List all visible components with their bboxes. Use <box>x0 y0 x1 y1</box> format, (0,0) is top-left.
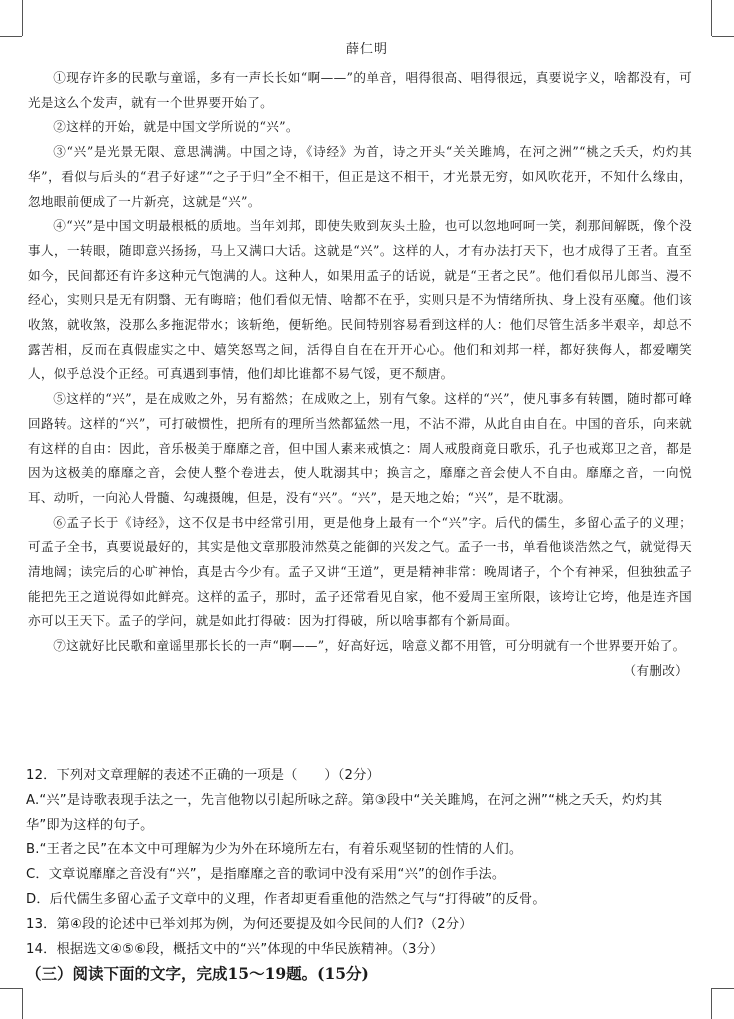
paragraph-7: ⑦这就好比民歌和童谣里那长长的一声“啊——”，好高好远，啥意义都不用管，可分明就有一个世界要开始了。 <box>53 638 686 654</box>
crop-mark-bottom-right-vertical <box>711 988 712 1019</box>
source-note: （有删改） <box>623 662 688 678</box>
paragraph-2: ②这样的开始，就是中国文学所说的“兴”。 <box>53 119 299 135</box>
crop-mark-top-left <box>0 36 22 37</box>
crop-mark-bottom-right <box>712 988 734 989</box>
crop-mark-top-left-vertical <box>22 0 23 36</box>
questions <box>26 764 694 962</box>
article-author: 薛仁明 <box>345 42 388 57</box>
question-13: 13．第④段的论述中已举刘邦为例，为何还要提及如今民间的人们?（2分） <box>26 916 473 932</box>
paragraph-4: ④“兴”是中国文明最根柢的质地。当年刘邦，即使失败到灰头土脸，也可以忽地呵呵一笑，刹那间解既，像个没事人，一转眼，随即意兴扬扬，马上又满口大话。这就是“兴”。这样的人，才有办法打天下，也才成得了王者。直至如今，民间都还有许多这种元气饱满的人。这种人，如果用孟子的话说，就是“王者之民”。他们看似吊儿郎当、漫不经心，实则只是无有阴翳、无有晦暗；他们看似无情、啥都不在乎，实则只是不为情绪所执、身上没有巫魔。他们该收煞，就收煞，没那么多拖泥带水；该斩绝，便斩绝。民间特别容易看到这样的人：他们尽管生活多半艰辛，却总不露苦相，反而在真假虚实之中、嬉笑怒骂之间，活得自自在在开开心心。他们和刘邦一样，都好狭侮人，都爱嘲笑人，似乎总没个正经。可真遇到事情，他们却比谁都不易气馁，更不颓唐。 <box>28 218 692 382</box>
question-12-option-a: A.“兴”是诗歌表现手法之一，先言他物以引起所咏之辞。第③段中“关关雎鸠，在河之洲”“桃之夭夭，灼灼其华”即为这样的句子。 <box>26 792 663 833</box>
question-12-option-c: C．文章说靡靡之音没有“兴”，是指靡靡之音的歌词中没有采用“兴”的创作手法。 <box>26 867 506 883</box>
paragraph-6: ⑥孟子长于《诗经》，这不仅是书中经常引用，更是他身上最有一个“兴”字。后代的儒生，多留心孟子的义理；可孟子全书，真要说最好的，其实是他文章那股沛然莫之能御的兴发之气。孟子一书，单看他谈浩然之气，就觉得天清地阔；读完后的心旷神怡，真是古今少有。孟子又讲“王道”，更是精神非常：晚周诸子，个个有神采，但独独孟子能把先王之道说得如此鲜亮。这样的孟子，那时，孟子还常看见自家，他不爱周王室所限，该垮让它垮，他是连齐国亦可以王天下。孟子的学问，就是如此打得破：因为打得破，所以啥事都有个新局面。 <box>28 514 692 629</box>
question-12: 12．下列对文章理解的表述不正确的一项是（ ）（2分） <box>26 768 380 783</box>
crop-mark-bottom-left-vertical <box>22 988 23 1019</box>
article-body <box>28 66 692 684</box>
section-title: （三）阅读下面的文字，完成15～19题。(15分) <box>26 964 369 983</box>
paragraph-5: ⑤这样的“兴”，是在成败之外，另有豁然；在成败之上，别有气象。这样的“兴”，使凡事多有转圜，随时都可峰回路转。这样的“兴”，可打破惯性，把所有的理所当然都猛然一甩，不沾不滞，从此自由自在。中国的音乐，向来就有这样的自由：因此，音乐极美于靡靡之音，但中国人素来戒慎之：周人戒殷商竟日歌乐，孔子也戒郑卫之音，都是因为这极美的靡靡之音，会使人整个卷进去，使人耽溺其中；换言之，靡靡之音会使人不自由。靡靡之音，一向悦耳、动听，一向沁人骨髓、勾魂摄魄，但是，没有“兴”。“兴”，是天地之始；“兴”，是不耽溺。 <box>28 391 692 505</box>
crop-mark-top-right <box>712 36 734 37</box>
crop-mark-top-right-vertical <box>711 0 712 36</box>
question-12-option-d: D．后代儒生多留心孟子文章中的义理，作者却更看重他的浩然之气与“打得破”的反骨。 <box>26 891 546 907</box>
paragraph-3: ③“兴”是光景无限、意思满满。中国之诗，《诗经》为首，诗之开头“关关雎鸠，在河之洲”“桃之夭夭，灼灼其华”，看似与后头的“君子好逑”“之子于归”全不相干，但正是这不相干，才光景无穷，如风吹花开，不知什么缘由，忽地眼前便成了一片新亮，这就是“兴”。 <box>28 144 692 209</box>
crop-mark-bottom-left <box>0 988 22 989</box>
question-14: 14．根据选文④⑤⑥段，概括文中的“兴”体现的中华民族精神。（3分） <box>26 941 444 957</box>
paragraph-1: ①现存许多的民歌与童谣，多有一声长长如“啊——”的单音，唱得很高、唱得很远，真要说字义，啥都没有，可光是这么个发声，就有一个世界要开始了。 <box>28 70 692 110</box>
question-12-option-b: B.“王者之民”在本文中可理解为少为外在环境所左右，有着乐观坚韧的性情的人们。 <box>26 842 523 858</box>
